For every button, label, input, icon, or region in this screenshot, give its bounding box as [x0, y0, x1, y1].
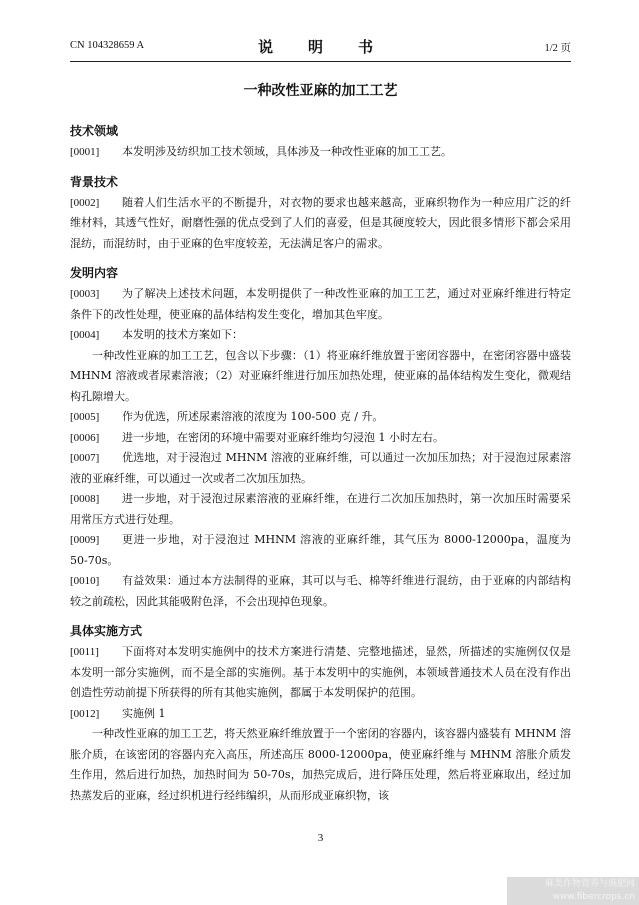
- paragraph-number: [0010]: [70, 575, 100, 587]
- paragraph-text: 随着人们生活水平的不断提升，对衣物的要求也越来越高，亚麻织物作为一种应用广泛的纤维材料，其透气性好，耐磨性强的优点受到了人们的喜爱，但是其硬度较大，因此很多情形下都会采用混纺，而混纺时，由于亚麻的色牢度较差，无法满足客户的需求。: [70, 195, 571, 250]
- paragraph: [70, 704, 571, 725]
- page-indicator: 1/2 页: [544, 43, 571, 54]
- paragraph-number: [0002]: [70, 196, 100, 209]
- paragraph: [70, 193, 571, 255]
- watermark-line-2: www.fibercrops.cn: [552, 892, 635, 902]
- watermark-line-1: 麻类作物营养与施肥网: [544, 879, 635, 889]
- paragraph-number: [0011]: [70, 646, 99, 658]
- document-body: [70, 122, 571, 806]
- paragraph: [70, 407, 571, 428]
- paragraph: [70, 530, 571, 571]
- paragraph-number: [0006]: [70, 431, 100, 444]
- paragraph: [70, 428, 571, 449]
- section-heading: 背景技术: [70, 174, 119, 189]
- paragraph-text: 进一步地，对于浸泡过尿素溶液的亚麻纤维，在进行二次加压加热时，第一次加压时需要采用常压方式进行处理。: [70, 492, 571, 526]
- paragraph-text: 一种改性亚麻的加工工艺，包含以下步骤：（1）将亚麻纤维放置于密闭容器中，在密闭容器中盛装 MHNM 溶液或者尿素溶液；（2）对亚麻纤维进行加压加热处理，使亚麻的晶体结构发生变化，微观结构孔隙增大。: [70, 348, 571, 403]
- paragraph-number: [0009]: [70, 534, 100, 546]
- header-rule: [70, 61, 571, 62]
- paragraph: [70, 325, 571, 346]
- paragraph-text: 有益效果：通过本方法制得的亚麻，其可以与毛、棉等纤维进行混纺，由于亚麻的内部结构较之前疏松，因此其能吸附色泽，不会出现掉色现象。: [70, 574, 571, 608]
- paragraph: [70, 142, 571, 163]
- paragraph: [70, 284, 571, 325]
- paragraph-number: [0008]: [70, 493, 100, 505]
- paragraph: [70, 642, 571, 704]
- document-type: 说 明 书: [257, 38, 383, 56]
- paragraph-number: [0012]: [70, 707, 100, 720]
- paragraph-text: 本发明涉及纺织加工技术领域，具体涉及一种改性亚麻的加工工艺。: [122, 145, 452, 158]
- paragraph-number: [0007]: [70, 452, 100, 464]
- page-header: [70, 36, 571, 62]
- page-number: 3: [317, 832, 324, 844]
- paragraph-number: [0003]: [70, 288, 100, 300]
- paragraph-text: 作为优选，所述尿素溶液的浓度为 100-500 克 / 升。: [122, 410, 384, 423]
- paragraph-number: [0004]: [70, 329, 100, 341]
- paragraph-text: 一种改性亚麻的加工工艺，将天然亚麻纤维放置于一个密闭的容器内，该容器内盛装有 MHNM 溶胀介质，在该密闭的容器内充入高压，所述高压 8000-12000pa，使亚麻纤维与 MHNM 溶胀介质发生作用，然后进行加热，加热时间为 50-70s，加热完成后，进行降压处理，然后将亚麻取出，经过加热蒸发后的亚麻，经过织机进行经纬编织，从而形成亚麻织物，该: [70, 727, 571, 802]
- section-heading: 具体实施方式: [70, 624, 143, 638]
- paragraph: [70, 489, 571, 530]
- patent-number: CN 104328659 A: [70, 40, 145, 51]
- paragraph: [70, 346, 571, 408]
- paragraph-text: 优选地，对于浸泡过 MHNM 溶液的亚麻纤维，可以通过一次加压加热；对于浸泡过尿素溶液的亚麻纤维，可以通过一次或者二次加压加热。: [70, 451, 571, 485]
- section-heading: 技术领域: [70, 124, 119, 138]
- paragraph: [70, 571, 571, 612]
- paragraph-number: [0001]: [70, 146, 100, 158]
- document-title: 一种改性亚麻的加工工艺: [243, 83, 398, 99]
- paragraph-text: 实施例 1: [122, 706, 166, 720]
- paragraph-number: [0005]: [70, 411, 100, 423]
- watermark: [507, 877, 639, 905]
- paragraph: [70, 448, 571, 489]
- section-heading: 发明内容: [70, 266, 119, 280]
- paragraph-text: 本发明的技术方案如下：: [122, 328, 243, 341]
- paragraph-text: 更进一步地，对于浸泡过 MHNM 溶液的亚麻纤维，其气压为 8000-12000pa，温度为 50-70s。: [70, 533, 571, 567]
- paragraph-text: 进一步地，在密闭的环境中需要对亚麻纤维均匀浸泡 1 小时左右。: [122, 430, 444, 444]
- paragraph-text: 为了解决上述技术问题，本发明提供了一种改性亚麻的加工工艺，通过对亚麻纤维进行特定条件下的改性处理，使亚麻的晶体结构发生变化，增加其色牢度。: [70, 287, 571, 321]
- paragraph-text: 下面将对本发明实施例中的技术方案进行清楚、完整地描述，显然，所描述的实施例仅仅是本发明一部分实施例，而不是全部的实施例。基于本发明中的实施例，本领域普通技术人员在没有作出创造性劳动前提下所获得的所有其他实施例，都属于本发明保护的范围。: [70, 645, 571, 699]
- paragraph: [70, 724, 571, 806]
